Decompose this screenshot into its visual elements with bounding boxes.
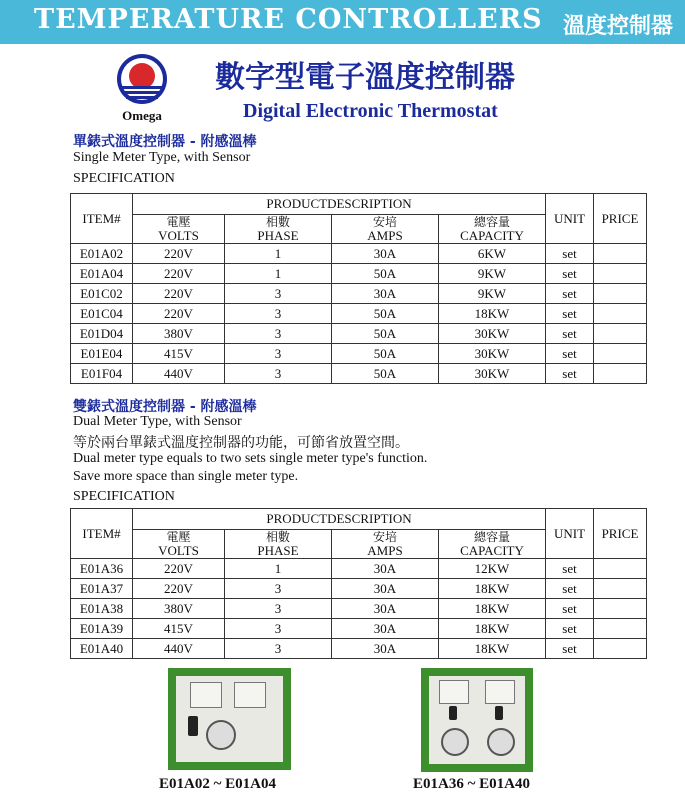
cell-volts: 220V — [133, 264, 225, 284]
cell-phase: 1 — [225, 244, 332, 264]
cell-price — [594, 264, 647, 284]
cell-amps: 50A — [332, 264, 439, 284]
heading-cn: 數字型電子溫度控制器 — [215, 60, 515, 95]
cell-volts: 220V — [133, 579, 225, 599]
temperature-dial-icon — [206, 720, 236, 750]
meter-gauge-icon — [190, 682, 222, 708]
cell-unit: set — [546, 364, 594, 384]
cell-volts: 220V — [133, 304, 225, 324]
table-row — [71, 619, 647, 639]
col-amps-header: 安培 AMPS — [332, 215, 439, 244]
cell-unit: set — [546, 344, 594, 364]
col-price-header: PRICE — [594, 509, 647, 559]
section2-title-cn: 雙錶式溫度控制器 - 附感溫棒 — [73, 399, 257, 415]
cell-capacity: 18KW — [439, 599, 546, 619]
brand-logo — [108, 52, 176, 122]
cell-item: E01A39 — [71, 619, 133, 639]
cell-price — [594, 304, 647, 324]
col-item-header: ITEM# — [71, 509, 133, 559]
cell-price — [594, 284, 647, 304]
cell-amps: 30A — [332, 599, 439, 619]
product-photo-dual — [421, 668, 533, 772]
cell-capacity: 18KW — [439, 579, 546, 599]
cell-volts: 440V — [133, 639, 225, 659]
cell-volts: 415V — [133, 619, 225, 639]
heading-en: Digital Electronic Thermostat — [243, 100, 498, 122]
cell-amps: 30A — [332, 639, 439, 659]
cell-unit: set — [546, 639, 594, 659]
switch-icon — [188, 716, 198, 736]
table-row — [71, 579, 647, 599]
cell-amps: 50A — [332, 344, 439, 364]
cell-amps: 50A — [332, 324, 439, 344]
section2-desc-en-1: Dual meter type equals to two sets single meter type's function. — [73, 451, 428, 466]
cell-unit: set — [546, 284, 594, 304]
cell-volts: 415V — [133, 344, 225, 364]
product-photo-single — [168, 668, 291, 770]
col-unit-header: UNIT — [546, 509, 594, 559]
cell-amps: 30A — [332, 559, 439, 579]
cell-phase: 1 — [225, 264, 332, 284]
cell-item: E01D04 — [71, 324, 133, 344]
cell-unit: set — [546, 264, 594, 284]
cell-volts: 380V — [133, 324, 225, 344]
cell-phase: 3 — [225, 324, 332, 344]
cell-volts: 220V — [133, 559, 225, 579]
cell-item: E01E04 — [71, 344, 133, 364]
cell-amps: 30A — [332, 284, 439, 304]
cell-phase: 3 — [225, 284, 332, 304]
table-row — [71, 344, 647, 364]
cell-phase: 3 — [225, 599, 332, 619]
cell-price — [594, 244, 647, 264]
col-capacity-header: 總容量 CAPACITY — [439, 215, 546, 244]
cell-amps: 30A — [332, 244, 439, 264]
switch-icon — [449, 706, 457, 720]
section2-spec-label: SPECIFICATION — [73, 489, 175, 504]
caption-single: E01A02 ~ E01A04 — [159, 776, 276, 792]
cell-item: E01A04 — [71, 264, 133, 284]
cell-unit: set — [546, 619, 594, 639]
cell-phase: 3 — [225, 344, 332, 364]
cell-price — [594, 364, 647, 384]
cell-capacity: 30KW — [439, 324, 546, 344]
table-row — [71, 244, 647, 264]
cell-volts: 380V — [133, 599, 225, 619]
meter-gauge-icon — [234, 682, 266, 708]
meter-gauge-icon — [439, 680, 469, 704]
cell-item: E01C02 — [71, 284, 133, 304]
product-description-header: PRODUCTDESCRIPTION — [133, 509, 546, 530]
cell-amps: 30A — [332, 579, 439, 599]
cell-unit: set — [546, 579, 594, 599]
brand-name: Omega — [122, 108, 162, 123]
cell-capacity: 12KW — [439, 559, 546, 579]
spec-table-dual — [70, 508, 647, 659]
product-description-header: PRODUCTDESCRIPTION — [133, 194, 546, 215]
table-row — [71, 324, 647, 344]
cell-capacity: 9KW — [439, 284, 546, 304]
cell-unit: set — [546, 244, 594, 264]
col-price-header: PRICE — [594, 194, 647, 244]
cell-capacity: 30KW — [439, 344, 546, 364]
table-row — [71, 264, 647, 284]
cell-volts: 220V — [133, 284, 225, 304]
cell-item: E01A02 — [71, 244, 133, 264]
cell-phase: 3 — [225, 639, 332, 659]
cell-phase: 3 — [225, 619, 332, 639]
cell-phase: 3 — [225, 579, 332, 599]
cell-unit: set — [546, 559, 594, 579]
section2-title-en: Dual Meter Type, with Sensor — [73, 414, 242, 429]
cell-volts: 440V — [133, 364, 225, 384]
cell-capacity: 18KW — [439, 639, 546, 659]
section1-title-en: Single Meter Type, with Sensor — [73, 150, 251, 165]
cell-amps: 50A — [332, 364, 439, 384]
col-phase-header: 相數 PHASE — [225, 530, 332, 559]
caption-dual: E01A36 ~ E01A40 — [413, 776, 530, 792]
meter-gauge-icon — [485, 680, 515, 704]
cell-amps: 50A — [332, 304, 439, 324]
cell-phase: 3 — [225, 304, 332, 324]
cell-unit: set — [546, 599, 594, 619]
col-volts-header: 電壓 VOLTS — [133, 530, 225, 559]
col-item-header: ITEM# — [71, 194, 133, 244]
cell-price — [594, 619, 647, 639]
cell-item: E01A36 — [71, 559, 133, 579]
banner-title-en: TEMPERATURE CONTROLLERS — [34, 4, 543, 35]
table-row — [71, 284, 647, 304]
temperature-dial-icon — [441, 728, 469, 756]
section2-desc-en-2: Save more space than single meter type. — [73, 469, 299, 484]
col-volts-header: 電壓 VOLTS — [133, 215, 225, 244]
cell-price — [594, 579, 647, 599]
section1-spec-label: SPECIFICATION — [73, 171, 175, 186]
table-row — [71, 304, 647, 324]
cell-price — [594, 559, 647, 579]
cell-item: E01A37 — [71, 579, 133, 599]
cell-item: E01A40 — [71, 639, 133, 659]
table-row — [71, 599, 647, 619]
cell-item: E01A38 — [71, 599, 133, 619]
cell-volts: 220V — [133, 244, 225, 264]
col-capacity-header: 總容量 CAPACITY — [439, 530, 546, 559]
table-row — [71, 364, 647, 384]
cell-unit: set — [546, 324, 594, 344]
table-row — [71, 559, 647, 579]
cell-capacity: 18KW — [439, 304, 546, 324]
cell-price — [594, 639, 647, 659]
switch-icon — [495, 706, 503, 720]
banner-title-cn: 溫度控制器 — [562, 14, 673, 39]
cell-phase: 3 — [225, 364, 332, 384]
cell-price — [594, 324, 647, 344]
table-row — [71, 639, 647, 659]
col-phase-header: 相數 PHASE — [225, 215, 332, 244]
cell-capacity: 30KW — [439, 364, 546, 384]
cell-amps: 30A — [332, 619, 439, 639]
spec-table-single — [70, 193, 647, 384]
cell-price — [594, 344, 647, 364]
temperature-dial-icon — [487, 728, 515, 756]
col-unit-header: UNIT — [546, 194, 594, 244]
cell-capacity: 18KW — [439, 619, 546, 639]
cell-price — [594, 599, 647, 619]
cell-item: E01F04 — [71, 364, 133, 384]
cell-capacity: 6KW — [439, 244, 546, 264]
cell-phase: 1 — [225, 559, 332, 579]
omega-logo-icon — [108, 52, 176, 108]
col-amps-header: 安培 AMPS — [332, 530, 439, 559]
cell-item: E01C04 — [71, 304, 133, 324]
cell-unit: set — [546, 304, 594, 324]
top-banner — [0, 0, 685, 44]
section1-title-cn: 單錶式溫度控制器 - 附感溫棒 — [73, 134, 257, 150]
section2-desc-cn: 等於兩台單錶式溫度控制器的功能，可節省放置空間。 — [73, 435, 409, 451]
cell-capacity: 9KW — [439, 264, 546, 284]
